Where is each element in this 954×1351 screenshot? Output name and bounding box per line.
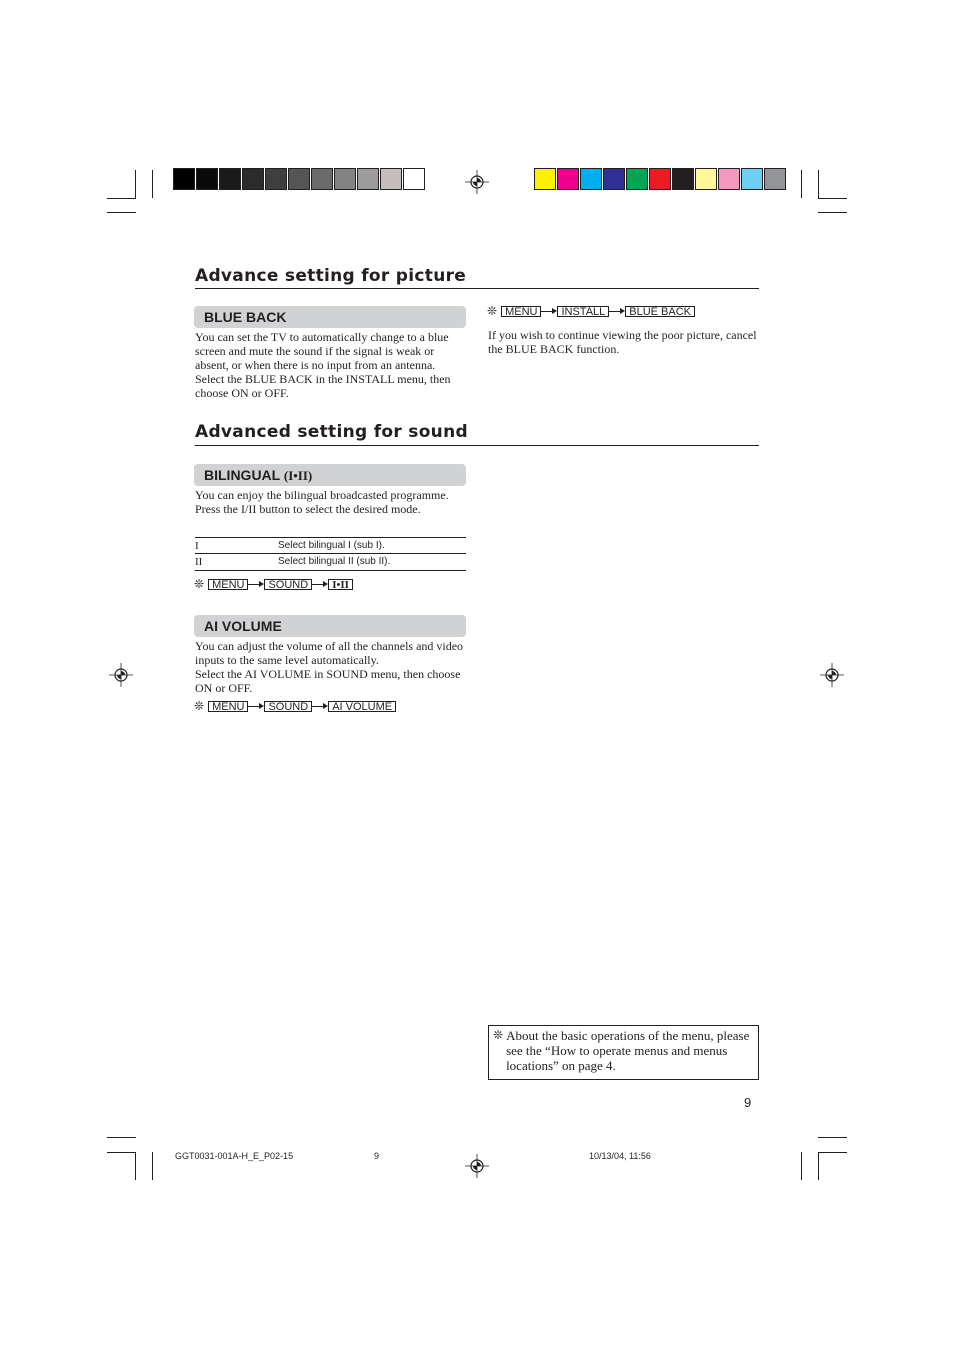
footer-datetime: 10/13/04, 11:56 bbox=[589, 1151, 651, 1161]
section-rule bbox=[195, 445, 759, 446]
grayscale-color-bar bbox=[173, 168, 426, 190]
color-swatch bbox=[196, 168, 218, 190]
note-box bbox=[488, 1025, 759, 1080]
arrow-right-icon bbox=[312, 700, 328, 712]
section-rule bbox=[195, 288, 759, 289]
menu-path-step: BLUE BACK bbox=[625, 306, 695, 317]
ai-volume-description bbox=[195, 639, 467, 695]
arrow-right-icon bbox=[541, 305, 557, 317]
color-swatch bbox=[557, 168, 579, 190]
menu-path-ai-volume bbox=[194, 700, 396, 712]
color-swatch bbox=[603, 168, 625, 190]
color-swatch bbox=[741, 168, 763, 190]
mode-key: II bbox=[195, 556, 203, 568]
mode-value: Select bilingual I (sub I). bbox=[278, 540, 385, 551]
color-swatch bbox=[357, 168, 379, 190]
color-swatch bbox=[649, 168, 671, 190]
color-swatch bbox=[380, 168, 402, 190]
paragraph: Press the I/II button to select the desired mode. bbox=[195, 502, 421, 516]
menu-path-step: MENU bbox=[208, 701, 248, 712]
subheading-bilingual bbox=[194, 464, 466, 486]
subheading-label: BLUE BACK bbox=[204, 309, 287, 325]
footer-file-name: GGT0031-001A-H_E_P02-15 bbox=[175, 1151, 294, 1161]
menu-path-step: INSTALL bbox=[557, 306, 609, 317]
color-swatch bbox=[219, 168, 241, 190]
color-swatch bbox=[580, 168, 602, 190]
process-color-bar bbox=[534, 168, 787, 190]
paragraph: You can adjust the volume of all the channels and video inputs to the same level automatically. bbox=[195, 639, 464, 667]
menu-path-step: SOUND bbox=[264, 701, 312, 712]
color-swatch bbox=[173, 168, 195, 190]
color-swatch bbox=[311, 168, 333, 190]
menu-path-blue-back bbox=[487, 305, 695, 317]
menu-path-step: AI VOLUME bbox=[328, 701, 396, 712]
color-swatch bbox=[718, 168, 740, 190]
color-swatch bbox=[288, 168, 310, 190]
section-title-sound: Advanced setting for sound bbox=[195, 422, 468, 442]
asterisk-icon: ❊ bbox=[194, 577, 205, 591]
registration-mark-icon bbox=[109, 663, 133, 687]
registration-mark-icon bbox=[820, 663, 844, 687]
arrow-right-icon bbox=[609, 305, 625, 317]
table-row bbox=[195, 538, 466, 554]
color-swatch bbox=[242, 168, 264, 190]
menu-path-step: MENU bbox=[208, 579, 248, 590]
blue-back-description bbox=[195, 330, 467, 400]
subheading-blue-back bbox=[194, 306, 466, 328]
paragraph: You can set the TV to automatically change to a blue screen and mute the sound if the signal is weak or absent, or when there is no input from an antenna. bbox=[195, 330, 449, 372]
paragraph: Select the AI VOLUME in SOUND menu, then choose ON or OFF. bbox=[195, 667, 461, 695]
color-swatch bbox=[334, 168, 356, 190]
section-title-picture: Advance setting for picture bbox=[195, 266, 467, 286]
color-swatch bbox=[695, 168, 717, 190]
bilingual-mode-table bbox=[195, 537, 466, 571]
page-number: 9 bbox=[744, 1095, 752, 1110]
footer-page: 9 bbox=[374, 1151, 380, 1161]
mode-key: I bbox=[195, 540, 199, 552]
subheading-label: BILINGUAL bbox=[204, 467, 280, 483]
color-swatch bbox=[764, 168, 786, 190]
subheading-label: AI VOLUME bbox=[204, 618, 282, 634]
blue-back-side-note bbox=[488, 328, 760, 356]
arrow-right-icon bbox=[248, 578, 264, 590]
asterisk-icon: ❊ bbox=[194, 699, 205, 713]
menu-path-step: MENU bbox=[501, 306, 541, 317]
color-swatch bbox=[403, 168, 425, 190]
menu-path-step: I•II bbox=[328, 579, 353, 590]
asterisk-icon: ❊ bbox=[493, 1028, 504, 1042]
paragraph: You can enjoy the bilingual broadcasted programme. bbox=[195, 488, 449, 502]
table-row bbox=[195, 554, 466, 570]
paragraph: If you wish to continue viewing the poor picture, cancel the BLUE BACK function. bbox=[488, 328, 757, 356]
asterisk-icon: ❊ bbox=[487, 304, 498, 318]
subheading-suffix: (I•II) bbox=[283, 468, 313, 483]
menu-path-bilingual bbox=[194, 578, 353, 590]
mode-value: Select bilingual II (sub II). bbox=[278, 556, 391, 567]
subheading-ai-volume bbox=[194, 615, 466, 637]
color-swatch bbox=[672, 168, 694, 190]
color-swatch bbox=[626, 168, 648, 190]
bilingual-description bbox=[195, 488, 467, 516]
color-swatch bbox=[265, 168, 287, 190]
arrow-right-icon bbox=[312, 578, 328, 590]
note-text: About the basic operations of the menu, please see the “How to operate menus and menus locations” on page 4. bbox=[506, 1028, 750, 1073]
color-swatch bbox=[534, 168, 556, 190]
menu-path-step: SOUND bbox=[264, 579, 312, 590]
registration-mark-icon bbox=[465, 170, 489, 194]
registration-mark-icon bbox=[465, 1154, 489, 1178]
paragraph: Select the BLUE BACK in the INSTALL menu, then choose ON or OFF. bbox=[195, 372, 451, 400]
arrow-right-icon bbox=[248, 700, 264, 712]
